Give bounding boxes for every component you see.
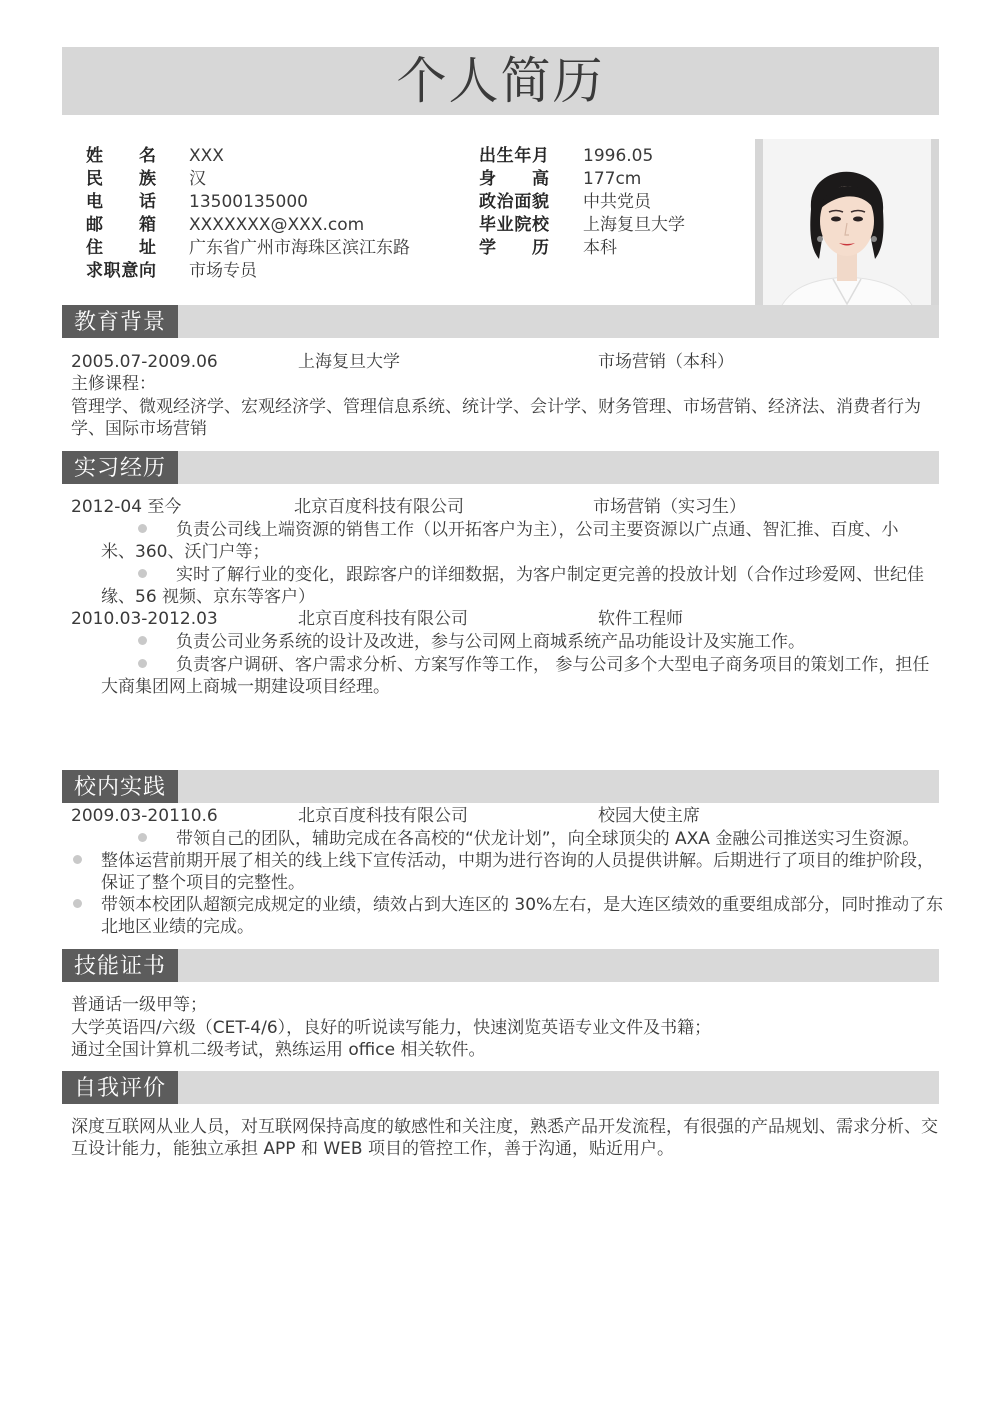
skill-item-2: 大学英语四/六级（CET-4/6），良好的听说读写能力，快速浏览英语专业文件及书籍； [71,1018,712,1038]
info-label-degree: 学 历 [479,238,549,258]
education-school: 上海复旦大学 [298,352,400,372]
self-eval-line2: 互设计能力，能独立承担 APP 和 WEB 项目的管控工作，善于沟通，贴近用户。 [71,1139,674,1159]
campus-bullet-2-line2: 保证了整个项目的完整性。 [101,873,305,893]
info-label-address: 住 址 [86,238,156,258]
campus-bullet-1: 带领自己的团队，辅助完成在各高校的“伏龙计划”，向全球顶尖的 AXA 金融公司推送实习生资源。 [176,829,920,849]
info-label-ethnicity: 民 族 [86,169,156,189]
internship-2-bullet-1-line1: 负责公司业务系统的设计及改进，参与公司网上商城系统产品功能设计及实施工作。 [176,632,805,652]
bullet-icon [73,899,82,908]
internship-1-bullet-1-line2: 米、360、沃门户等； [101,542,270,562]
campus-org: 北京百度科技有限公司 [298,806,468,826]
bullet-icon [138,833,147,842]
campus-role: 校园大使主席 [598,806,700,826]
info-value-name: XXX [189,146,224,166]
section-band-internship [62,451,939,484]
info-value-address: 广东省广州市海珠区滨江东路 [189,238,410,258]
info-label-objective: 求职意向 [86,261,156,281]
internship-1-company: 北京百度科技有限公司 [294,497,464,517]
section-title-campus: 校内实践 [62,770,178,803]
internship-2-bullet-2-line1: 负责客户调研、客户需求分析、方案写作等工作， 参与公司多个大型电子商务项目的策划工作，担任 [176,655,930,675]
internship-2-date: 2010.03-2012.03 [71,609,218,629]
info-label-name: 姓 名 [86,146,156,166]
info-value-political: 中共党员 [583,192,651,212]
avatar-photo [763,139,931,329]
info-value-school: 上海复旦大学 [583,215,685,235]
education-major: 市场营销（本科） [598,352,734,372]
info-value-birth: 1996.05 [583,146,654,166]
info-label-height: 身 高 [479,169,549,189]
info-label-email: 邮 箱 [86,215,156,235]
internship-1-bullet-2-line1: 实时了解行业的变化，跟踪客户的详细数据，为客户制定更完善的投放计划（合作过珍爱网、世纪佳 [176,565,924,585]
education-courses-line1: 管理学、微观经济学、宏观经济学、管理信息系统、统计学、会计学、财务管理、市场营销、经济法、消费者行为 [71,397,921,417]
section-band-education [62,305,939,338]
info-label-school: 毕业院校 [479,215,549,235]
internship-2-company: 北京百度科技有限公司 [298,609,468,629]
info-value-height: 177cm [583,169,642,189]
bullet-icon [73,855,82,864]
section-title-education: 教育背景 [62,305,178,338]
internship-1-role: 市场营销（实习生） [593,497,746,517]
info-value-objective: 市场专员 [189,261,257,281]
education-date: 2005.07-2009.06 [71,352,218,372]
section-band-skills [62,949,939,982]
info-value-degree: 本科 [583,238,617,258]
bullet-icon [138,569,147,578]
education-courses-label: 主修课程： [71,374,156,394]
internship-1-bullet-2-line2: 缘、56 视频、京东等客户） [101,587,316,607]
bullet-icon [138,636,147,645]
campus-bullet-3-line2: 北地区业绩的完成。 [101,917,254,937]
internship-2-bullet-2-line2: 大商集团网上商城一期建设项目经理。 [101,677,390,697]
skill-item-3: 通过全国计算机二级考试，熟练运用 office 相关软件。 [71,1040,486,1060]
info-value-email: XXXXXXX@XXX.com [189,215,365,235]
bullet-icon [138,524,147,533]
bullet-icon [138,659,147,668]
section-title-internship: 实习经历 [62,451,178,484]
section-title-skills: 技能证书 [62,949,178,982]
info-value-ethnicity: 汉 [189,169,206,189]
info-label-birth: 出生年月 [479,146,549,166]
internship-1-bullet-1-line1: 负责公司线上端资源的销售工作（以开拓客户为主），公司主要资源以广点通、智汇推、百度、小 [176,520,899,540]
section-band-campus [62,770,939,803]
portrait-illustration [763,139,931,329]
campus-bullet-3-line1: 带领本校团队超额完成规定的业绩，绩效占到大连区的 30%左右，是大连区绩效的重要组成部分，同时推动了东 [101,895,944,915]
campus-bullet-2-line1: 整体运营前期开展了相关的线上线下宣传活动，中期为进行咨询的人员提供讲解。后期进行了项目的维护阶段， [101,851,934,871]
education-courses-line2: 学、国际市场营销 [71,419,207,439]
internship-2-role: 软件工程师 [598,609,683,629]
section-title-self-eval: 自我评价 [62,1071,178,1104]
page-title: 个人简历 [396,52,605,110]
info-label-political: 政治面貌 [479,192,549,212]
info-label-phone: 电 话 [86,192,156,212]
section-band-self-eval [62,1071,939,1104]
self-eval-line1: 深度互联网从业人员，对互联网保持高度的敏感性和关注度，熟悉产品开发流程，有很强的产品规划、需求分析、交 [71,1117,938,1137]
info-value-phone: 13500135000 [189,192,308,212]
campus-date: 2009.03-20110.6 [71,806,218,826]
internship-1-date: 2012-04 至今 [71,497,182,517]
skill-item-1: 普通话一级甲等； [71,995,207,1015]
